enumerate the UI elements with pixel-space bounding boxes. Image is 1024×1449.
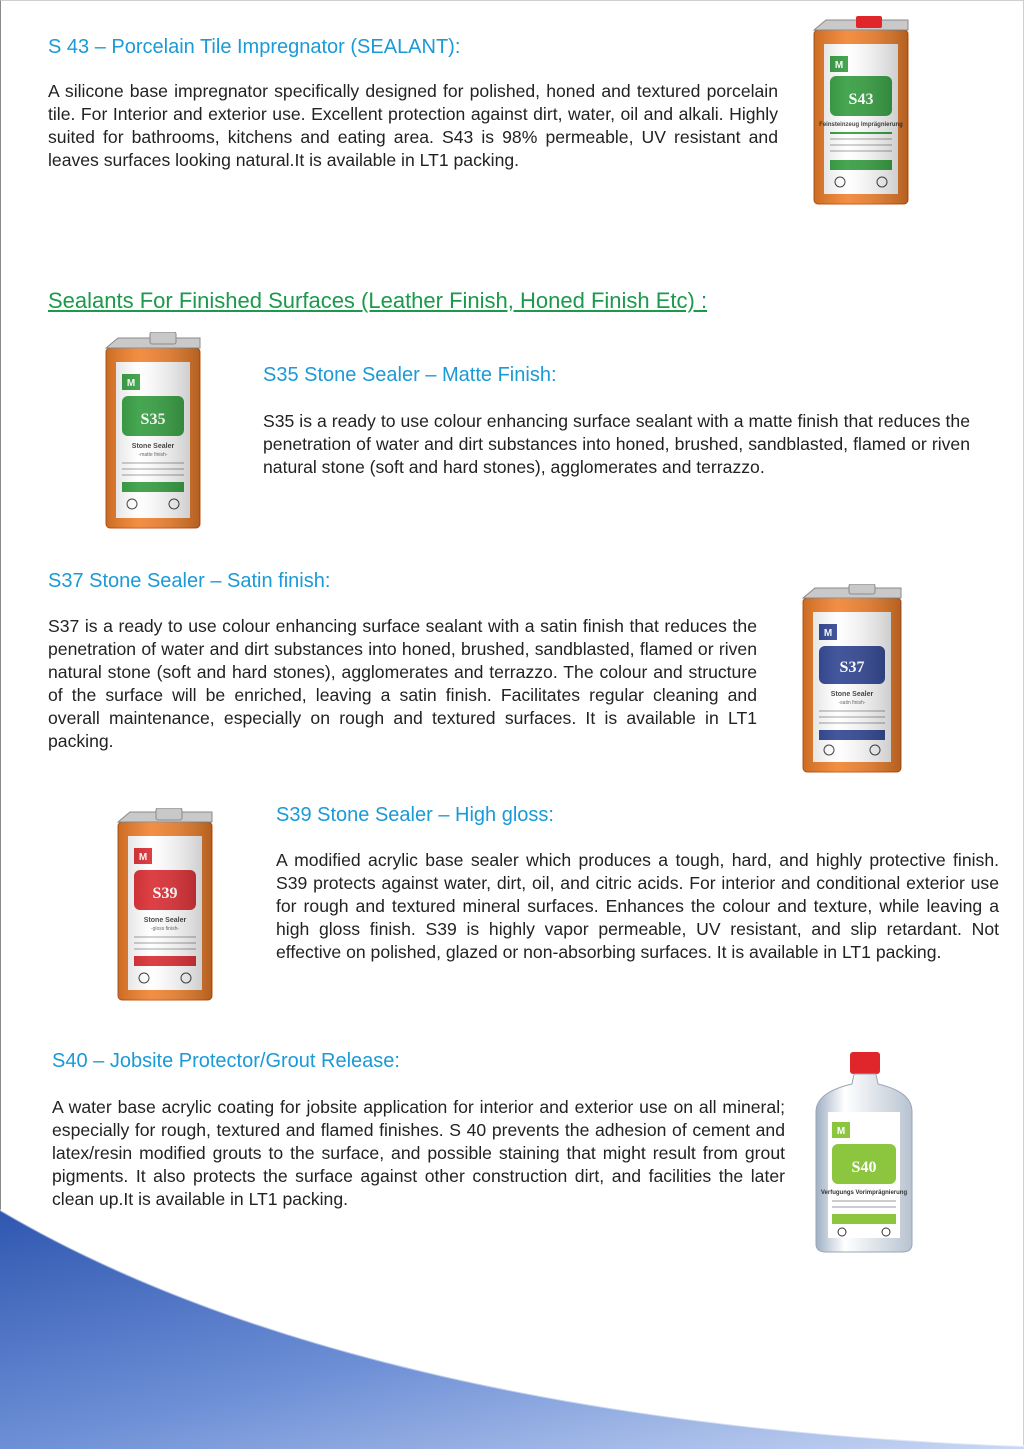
s40-description: A water base acrylic coating for jobsite application for interior and exterior use on all mineral; especially for rough, textured and flamed finishes. S 40 prevents the adhesion of cement and latex/resin modified grouts to the surface, and possible staining that might result from grout pigments. It also protects the surface against other construction dirt, and facilities the later clean up.It is available in LT1 packing. <box>52 1097 785 1209</box>
s37-description: S37 is a ready to use colour enhancing surface sealant with a satin finish that reduces the penetration of water and dirt substances into honed, brushed, sandblasted, flamed or riven natural stone (soft and hard stones), agglomerates and terrazzo. The colour and structure of the surface will be enriched, leaving a satin finish. Facilitates regular cleaning and overall maintenance, especially on rough and textured surfaces. It is available in LT1 packing. <box>48 616 757 751</box>
s43-product-image <box>806 16 916 213</box>
s40-product-image <box>808 1048 920 1259</box>
s39-description: A modified acrylic base sealer which produces a tough, hard, and highly protective finish. S39 protects against water, dirt, oil, and citric acids. For interior and conditional exterior use for rough and textured mineral surfaces. Enhances the colour and texture, while leaving a high gloss finish. S39 is highly vapor permeable, UV resistant, and slip retardant. Not effective on polished, glazed or non-absorbing surfaces. It is available in LT1 packing. <box>276 850 999 962</box>
s43-bottle-can-icon <box>806 16 916 208</box>
s35-product-image <box>98 332 208 537</box>
s43-heading: S 43 – Porcelain Tile Impregnator (SEALANT): <box>48 36 461 58</box>
s39-heading: S39 Stone Sealer – High gloss: <box>276 804 554 826</box>
svg-text:S40: S40 <box>851 1159 877 1176</box>
s35-heading: S35 Stone Sealer – Matte Finish: <box>263 364 557 386</box>
s43-description: A silicone base impregnator specifically designed for polished, honed and textured porcelain tile. For Interior and exterior use. Excellent protection against dirt, water, oil and alkali. Highly suited for bathrooms, kitchens and eating area. S43 is 98% permeable, UV resistant and leaves surfaces looking natural.It is available in LT1 packing. <box>48 81 778 170</box>
svg-text:Verfugungs Vorimprägnierung: Verfugungs Vorimprägnierung <box>820 1190 908 1196</box>
s40-bottle-icon <box>808 1048 920 1254</box>
section-heading: Sealants For Finished Surfaces (Leather Finish, Honed Finish Etc) : <box>48 288 708 313</box>
s40-heading: S40 – Jobsite Protector/Grout Release: <box>52 1050 400 1072</box>
s39-bottle-can-icon <box>110 808 220 1004</box>
s35-description: S35 is a ready to use colour enhancing surface sealant with a matte finish that reduces the penetration of water and dirt substances into honed, brushed, sandblasted, flamed or riven natural stone (soft and hard stones), agglomerates and terrazzo. <box>263 411 970 477</box>
svg-text:M: M <box>836 1126 846 1137</box>
s37-bottle-can-icon <box>795 584 911 776</box>
s39-product-image <box>110 808 220 1009</box>
s37-heading: S37 Stone Sealer – Satin finish: <box>48 570 331 592</box>
s37-product-image <box>795 584 911 781</box>
s35-bottle-can-icon <box>98 332 208 532</box>
